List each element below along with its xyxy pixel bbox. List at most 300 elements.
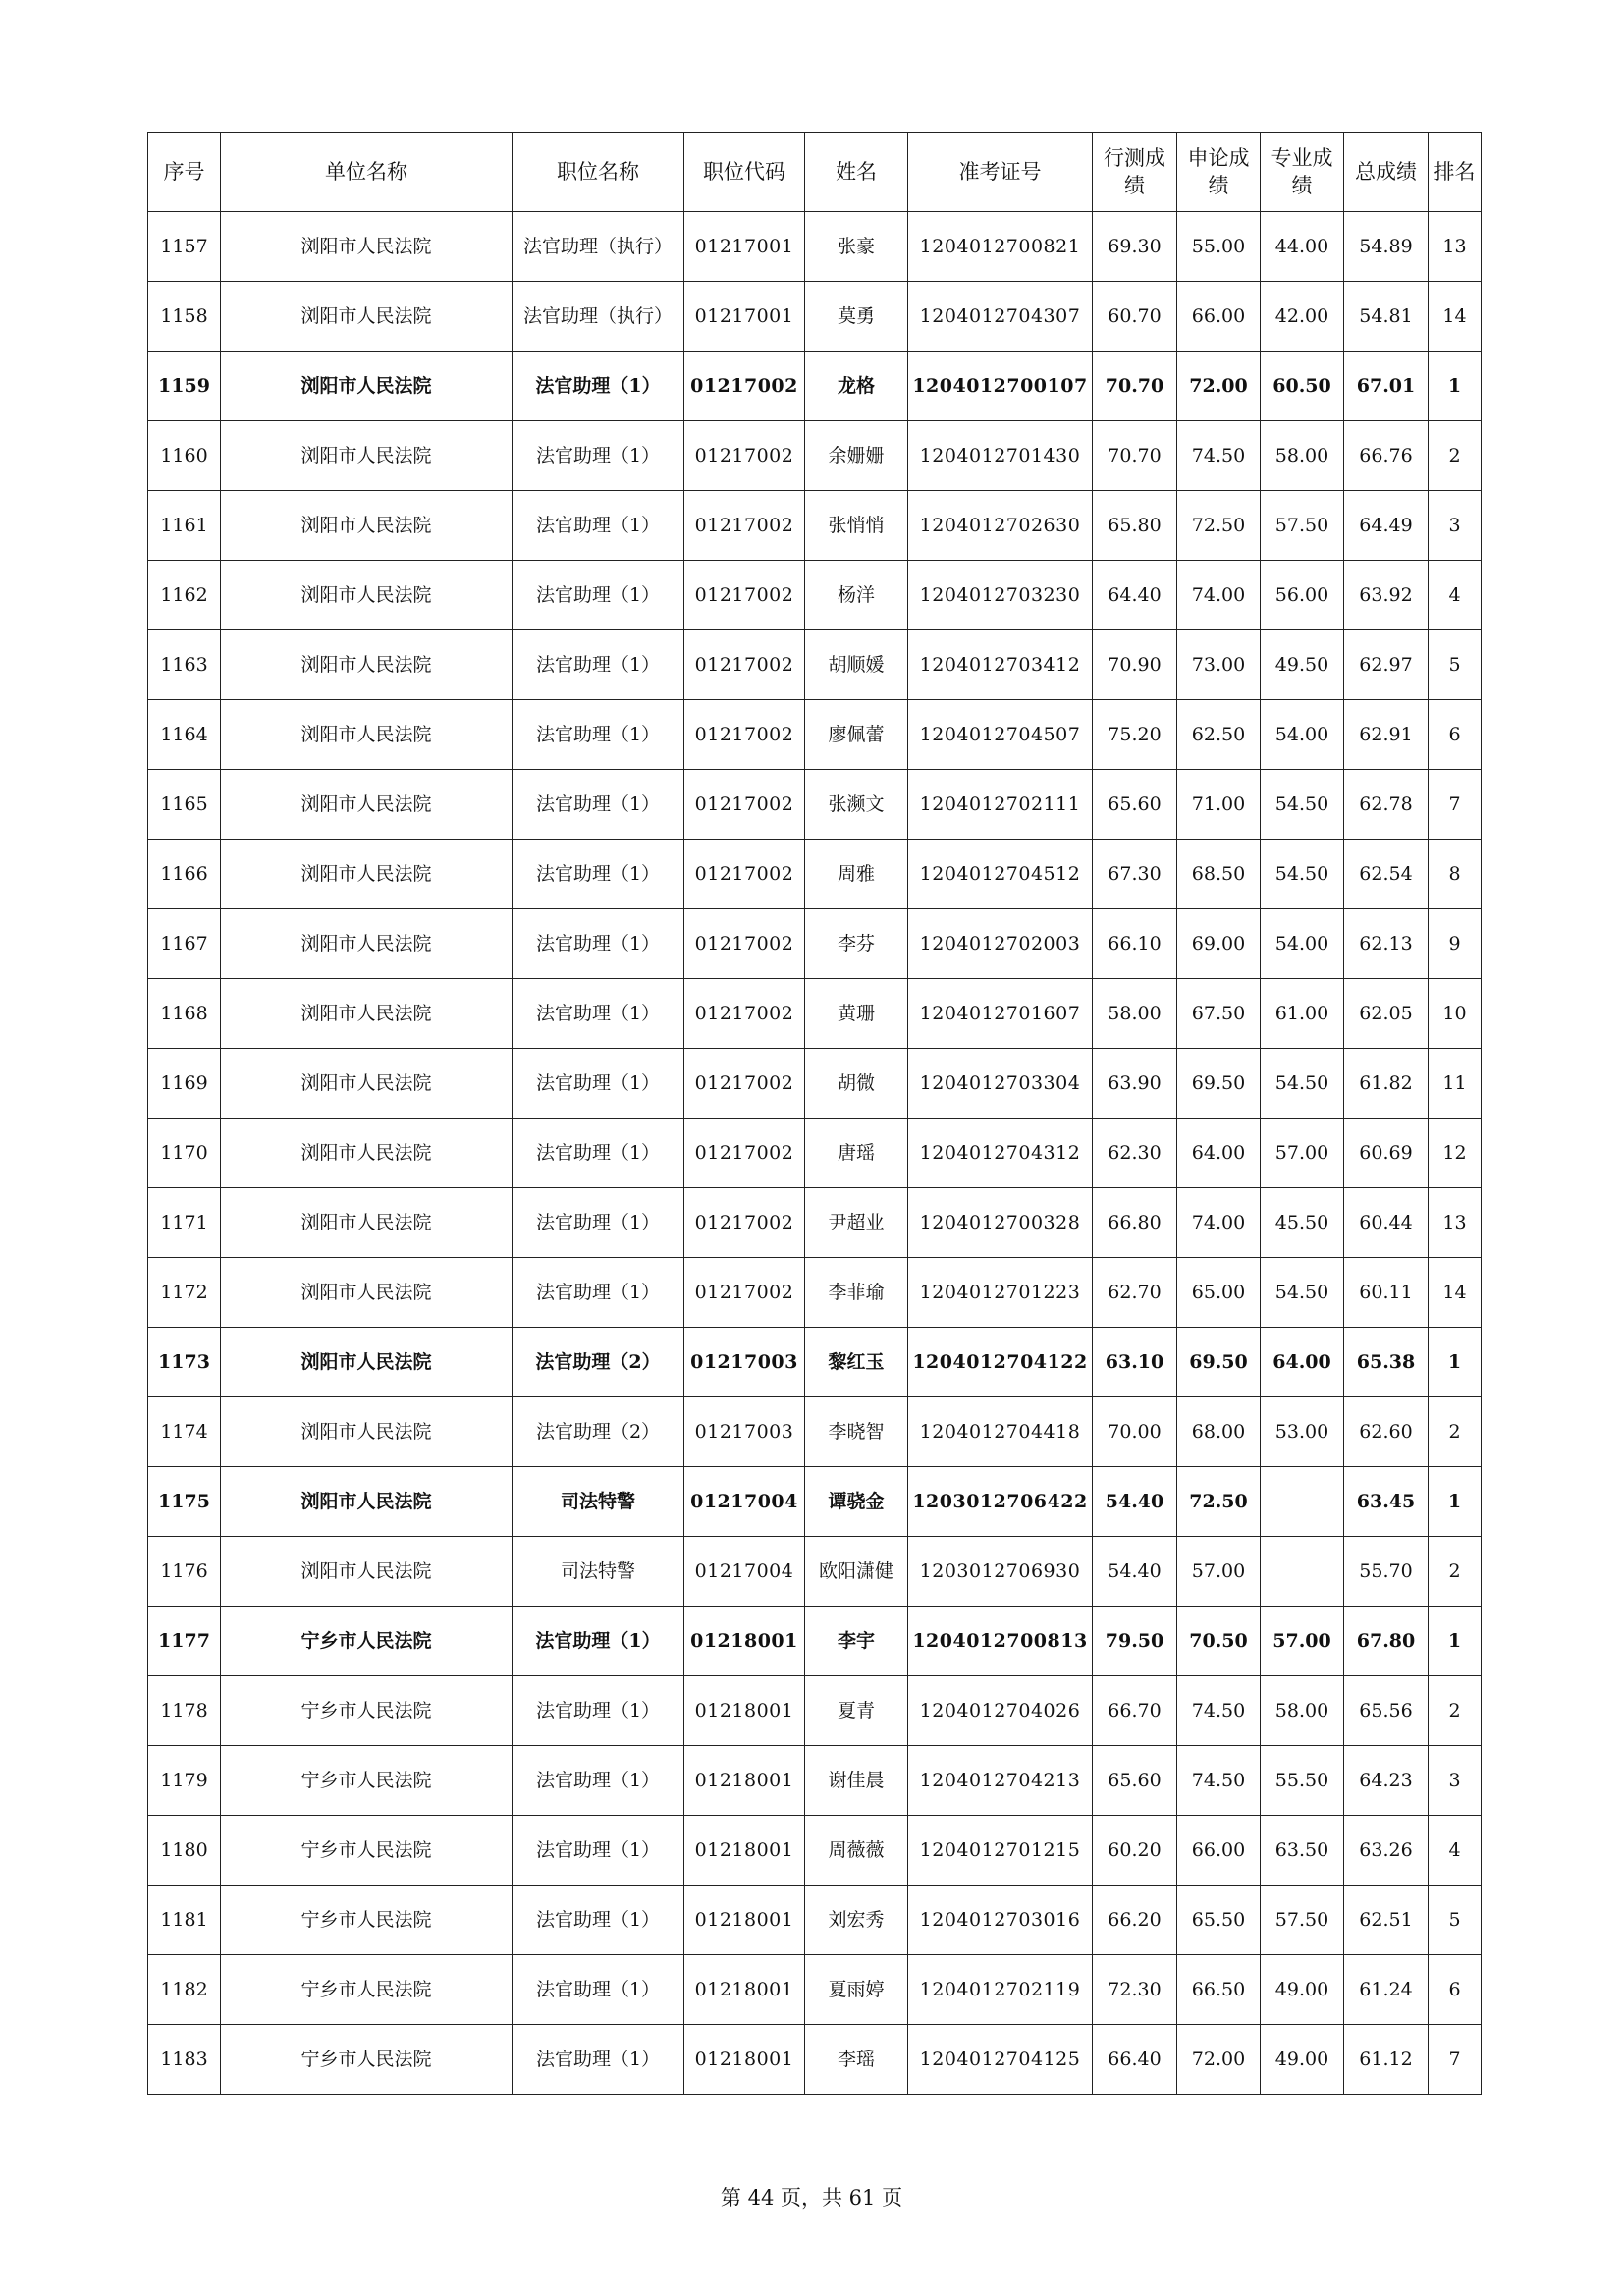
cell-total: 54.89 bbox=[1344, 212, 1429, 282]
cell-unit: 浏阳市人民法院 bbox=[221, 491, 513, 561]
score-table bbox=[147, 132, 1482, 2095]
cell-shenlun: 67.50 bbox=[1177, 979, 1261, 1049]
cell-xingce: 66.10 bbox=[1093, 909, 1177, 979]
cell-ticket: 1203012706422 bbox=[908, 1467, 1093, 1537]
cell-name: 李芬 bbox=[805, 909, 908, 979]
cell-rank: 2 bbox=[1429, 1537, 1482, 1607]
cell-total: 65.56 bbox=[1344, 1676, 1429, 1746]
cell-rank: 13 bbox=[1429, 1188, 1482, 1258]
cell-code: 01217002 bbox=[684, 1258, 805, 1328]
cell-name: 李宇 bbox=[805, 1607, 908, 1676]
cell-ticket: 1204012704125 bbox=[908, 2025, 1093, 2095]
cell-unit: 浏阳市人民法院 bbox=[221, 282, 513, 352]
cell-unit: 宁乡市人民法院 bbox=[221, 2025, 513, 2095]
cell-no: 1175 bbox=[148, 1467, 221, 1537]
cell-xingce: 79.50 bbox=[1093, 1607, 1177, 1676]
cell-total: 64.23 bbox=[1344, 1746, 1429, 1816]
cell-name: 李菲瑜 bbox=[805, 1258, 908, 1328]
cell-unit: 浏阳市人民法院 bbox=[221, 630, 513, 700]
header-no: 序号 bbox=[148, 133, 221, 212]
cell-ticket: 1204012703304 bbox=[908, 1049, 1093, 1119]
table-row bbox=[148, 1676, 1482, 1746]
cell-unit: 浏阳市人民法院 bbox=[221, 770, 513, 840]
cell-position: 法官助理（1） bbox=[513, 630, 684, 700]
cell-ticket: 1204012701215 bbox=[908, 1816, 1093, 1886]
table-row bbox=[148, 352, 1482, 421]
cell-shenlun: 72.50 bbox=[1177, 491, 1261, 561]
cell-rank: 1 bbox=[1429, 1467, 1482, 1537]
cell-code: 01217004 bbox=[684, 1537, 805, 1607]
cell-name: 刘宏秀 bbox=[805, 1886, 908, 1955]
cell-zhuanye: 57.00 bbox=[1261, 1119, 1344, 1188]
cell-no: 1183 bbox=[148, 2025, 221, 2095]
cell-ticket: 1204012704312 bbox=[908, 1119, 1093, 1188]
cell-unit: 浏阳市人民法院 bbox=[221, 1328, 513, 1397]
cell-no: 1161 bbox=[148, 491, 221, 561]
cell-unit: 浏阳市人民法院 bbox=[221, 561, 513, 630]
cell-shenlun: 72.00 bbox=[1177, 2025, 1261, 2095]
cell-position: 法官助理（1） bbox=[513, 561, 684, 630]
cell-shenlun: 66.50 bbox=[1177, 1955, 1261, 2025]
cell-zhuanye: 57.00 bbox=[1261, 1607, 1344, 1676]
cell-code: 01217002 bbox=[684, 561, 805, 630]
cell-rank: 3 bbox=[1429, 1746, 1482, 1816]
cell-shenlun: 68.00 bbox=[1177, 1397, 1261, 1467]
cell-zhuanye bbox=[1261, 1467, 1344, 1537]
cell-position: 法官助理（执行） bbox=[513, 282, 684, 352]
cell-xingce: 75.20 bbox=[1093, 700, 1177, 770]
cell-ticket: 1204012701430 bbox=[908, 421, 1093, 491]
table-row bbox=[148, 1746, 1482, 1816]
cell-zhuanye: 49.50 bbox=[1261, 630, 1344, 700]
cell-position: 法官助理（执行） bbox=[513, 212, 684, 282]
cell-xingce: 62.30 bbox=[1093, 1119, 1177, 1188]
table-row bbox=[148, 1537, 1482, 1607]
header-shenlun: 申论成绩 bbox=[1177, 133, 1261, 212]
cell-rank: 12 bbox=[1429, 1119, 1482, 1188]
cell-xingce: 65.60 bbox=[1093, 1746, 1177, 1816]
cell-position: 法官助理（2） bbox=[513, 1397, 684, 1467]
cell-ticket: 1204012702003 bbox=[908, 909, 1093, 979]
cell-xingce: 65.60 bbox=[1093, 770, 1177, 840]
cell-total: 63.45 bbox=[1344, 1467, 1429, 1537]
cell-name: 黄珊 bbox=[805, 979, 908, 1049]
cell-zhuanye: 61.00 bbox=[1261, 979, 1344, 1049]
cell-xingce: 66.70 bbox=[1093, 1676, 1177, 1746]
table-row bbox=[148, 1397, 1482, 1467]
cell-xingce: 58.00 bbox=[1093, 979, 1177, 1049]
cell-zhuanye: 63.50 bbox=[1261, 1816, 1344, 1886]
cell-rank: 4 bbox=[1429, 561, 1482, 630]
cell-zhuanye: 58.00 bbox=[1261, 1676, 1344, 1746]
cell-no: 1164 bbox=[148, 700, 221, 770]
cell-unit: 浏阳市人民法院 bbox=[221, 1049, 513, 1119]
cell-total: 63.92 bbox=[1344, 561, 1429, 630]
cell-unit: 浏阳市人民法院 bbox=[221, 700, 513, 770]
cell-no: 1180 bbox=[148, 1816, 221, 1886]
cell-shenlun: 74.50 bbox=[1177, 421, 1261, 491]
cell-code: 01217002 bbox=[684, 421, 805, 491]
cell-ticket: 1204012700821 bbox=[908, 212, 1093, 282]
cell-ticket: 1204012700107 bbox=[908, 352, 1093, 421]
cell-code: 01217002 bbox=[684, 840, 805, 909]
cell-shenlun: 72.00 bbox=[1177, 352, 1261, 421]
cell-unit: 宁乡市人民法院 bbox=[221, 1607, 513, 1676]
cell-no: 1163 bbox=[148, 630, 221, 700]
cell-name: 夏雨婷 bbox=[805, 1955, 908, 2025]
cell-shenlun: 69.50 bbox=[1177, 1328, 1261, 1397]
cell-no: 1168 bbox=[148, 979, 221, 1049]
cell-code: 01218001 bbox=[684, 1607, 805, 1676]
cell-name: 尹超业 bbox=[805, 1188, 908, 1258]
cell-ticket: 1204012704122 bbox=[908, 1328, 1093, 1397]
cell-position: 法官助理（1） bbox=[513, 1049, 684, 1119]
cell-rank: 6 bbox=[1429, 1955, 1482, 2025]
cell-total: 60.44 bbox=[1344, 1188, 1429, 1258]
cell-total: 64.49 bbox=[1344, 491, 1429, 561]
cell-total: 67.80 bbox=[1344, 1607, 1429, 1676]
table-row bbox=[148, 630, 1482, 700]
cell-total: 61.82 bbox=[1344, 1049, 1429, 1119]
cell-position: 法官助理（1） bbox=[513, 770, 684, 840]
cell-zhuanye bbox=[1261, 1537, 1344, 1607]
table-row bbox=[148, 1328, 1482, 1397]
cell-code: 01217001 bbox=[684, 212, 805, 282]
cell-xingce: 60.20 bbox=[1093, 1816, 1177, 1886]
cell-code: 01218001 bbox=[684, 1676, 805, 1746]
cell-position: 法官助理（1） bbox=[513, 491, 684, 561]
cell-zhuanye: 54.00 bbox=[1261, 909, 1344, 979]
cell-ticket: 1204012701223 bbox=[908, 1258, 1093, 1328]
cell-xingce: 66.40 bbox=[1093, 2025, 1177, 2095]
cell-ticket: 1204012703230 bbox=[908, 561, 1093, 630]
header-xingce: 行测成绩 bbox=[1093, 133, 1177, 212]
cell-shenlun: 73.00 bbox=[1177, 630, 1261, 700]
cell-unit: 浏阳市人民法院 bbox=[221, 1537, 513, 1607]
cell-zhuanye: 54.50 bbox=[1261, 1258, 1344, 1328]
cell-xingce: 70.70 bbox=[1093, 421, 1177, 491]
cell-name: 谭骁金 bbox=[805, 1467, 908, 1537]
cell-xingce: 62.70 bbox=[1093, 1258, 1177, 1328]
header-position: 职位名称 bbox=[513, 133, 684, 212]
cell-code: 01218001 bbox=[684, 1746, 805, 1816]
cell-total: 62.05 bbox=[1344, 979, 1429, 1049]
table-row bbox=[148, 212, 1482, 282]
cell-xingce: 54.40 bbox=[1093, 1467, 1177, 1537]
cell-unit: 宁乡市人民法院 bbox=[221, 1886, 513, 1955]
cell-name: 欧阳潇健 bbox=[805, 1537, 908, 1607]
cell-shenlun: 66.00 bbox=[1177, 1816, 1261, 1886]
cell-rank: 10 bbox=[1429, 979, 1482, 1049]
cell-zhuanye: 49.00 bbox=[1261, 1955, 1344, 2025]
cell-shenlun: 57.00 bbox=[1177, 1537, 1261, 1607]
cell-shenlun: 68.50 bbox=[1177, 840, 1261, 909]
cell-zhuanye: 54.50 bbox=[1261, 840, 1344, 909]
table-row bbox=[148, 1886, 1482, 1955]
cell-name: 唐瑶 bbox=[805, 1119, 908, 1188]
cell-no: 1179 bbox=[148, 1746, 221, 1816]
page-number: 第 44 页，共 61 页 bbox=[720, 2186, 903, 2210]
cell-position: 司法特警 bbox=[513, 1537, 684, 1607]
cell-no: 1181 bbox=[148, 1886, 221, 1955]
cell-code: 01217002 bbox=[684, 979, 805, 1049]
cell-unit: 浏阳市人民法院 bbox=[221, 979, 513, 1049]
cell-unit: 浏阳市人民法院 bbox=[221, 1119, 513, 1188]
cell-ticket: 1204012700328 bbox=[908, 1188, 1093, 1258]
cell-rank: 11 bbox=[1429, 1049, 1482, 1119]
cell-zhuanye: 54.00 bbox=[1261, 700, 1344, 770]
header-row bbox=[148, 133, 1482, 212]
cell-shenlun: 66.00 bbox=[1177, 282, 1261, 352]
cell-rank: 8 bbox=[1429, 840, 1482, 909]
cell-name: 谢佳晨 bbox=[805, 1746, 908, 1816]
cell-zhuanye: 45.50 bbox=[1261, 1188, 1344, 1258]
cell-shenlun: 74.00 bbox=[1177, 561, 1261, 630]
table-body bbox=[148, 212, 1482, 2095]
cell-rank: 1 bbox=[1429, 1607, 1482, 1676]
cell-code: 01218001 bbox=[684, 1886, 805, 1955]
cell-zhuanye: 56.00 bbox=[1261, 561, 1344, 630]
cell-total: 62.13 bbox=[1344, 909, 1429, 979]
table-row bbox=[148, 2025, 1482, 2095]
cell-code: 01218001 bbox=[684, 1955, 805, 2025]
cell-code: 01217001 bbox=[684, 282, 805, 352]
cell-rank: 7 bbox=[1429, 770, 1482, 840]
cell-rank: 5 bbox=[1429, 630, 1482, 700]
cell-total: 60.69 bbox=[1344, 1119, 1429, 1188]
table-row bbox=[148, 1188, 1482, 1258]
cell-no: 1167 bbox=[148, 909, 221, 979]
cell-total: 61.24 bbox=[1344, 1955, 1429, 2025]
cell-position: 法官助理（1） bbox=[513, 1886, 684, 1955]
cell-rank: 13 bbox=[1429, 212, 1482, 282]
cell-unit: 宁乡市人民法院 bbox=[221, 1816, 513, 1886]
cell-unit: 浏阳市人民法院 bbox=[221, 352, 513, 421]
cell-ticket: 1204012703412 bbox=[908, 630, 1093, 700]
cell-no: 1158 bbox=[148, 282, 221, 352]
cell-position: 法官助理（1） bbox=[513, 1119, 684, 1188]
table-row bbox=[148, 561, 1482, 630]
cell-ticket: 1204012704213 bbox=[908, 1746, 1093, 1816]
cell-rank: 1 bbox=[1429, 1328, 1482, 1397]
cell-no: 1162 bbox=[148, 561, 221, 630]
cell-zhuanye: 57.50 bbox=[1261, 1886, 1344, 1955]
cell-xingce: 60.70 bbox=[1093, 282, 1177, 352]
cell-zhuanye: 44.00 bbox=[1261, 212, 1344, 282]
cell-unit: 宁乡市人民法院 bbox=[221, 1746, 513, 1816]
cell-unit: 宁乡市人民法院 bbox=[221, 1955, 513, 2025]
cell-code: 01217004 bbox=[684, 1467, 805, 1537]
header-name: 姓名 bbox=[805, 133, 908, 212]
cell-code: 01217002 bbox=[684, 909, 805, 979]
cell-position: 法官助理（1） bbox=[513, 352, 684, 421]
cell-position: 法官助理（1） bbox=[513, 2025, 684, 2095]
cell-total: 62.60 bbox=[1344, 1397, 1429, 1467]
cell-unit: 浏阳市人民法院 bbox=[221, 1397, 513, 1467]
table-row bbox=[148, 491, 1482, 561]
cell-no: 1166 bbox=[148, 840, 221, 909]
cell-name: 黎红玉 bbox=[805, 1328, 908, 1397]
cell-code: 01217002 bbox=[684, 700, 805, 770]
cell-ticket: 1204012702111 bbox=[908, 770, 1093, 840]
table-row bbox=[148, 700, 1482, 770]
cell-name: 周薇薇 bbox=[805, 1816, 908, 1886]
cell-ticket: 1204012704507 bbox=[908, 700, 1093, 770]
cell-zhuanye: 58.00 bbox=[1261, 421, 1344, 491]
cell-xingce: 72.30 bbox=[1093, 1955, 1177, 2025]
cell-xingce: 70.70 bbox=[1093, 352, 1177, 421]
cell-total: 65.38 bbox=[1344, 1328, 1429, 1397]
cell-no: 1171 bbox=[148, 1188, 221, 1258]
cell-ticket: 1204012704418 bbox=[908, 1397, 1093, 1467]
cell-ticket: 1203012706930 bbox=[908, 1537, 1093, 1607]
cell-zhuanye: 49.00 bbox=[1261, 2025, 1344, 2095]
cell-total: 62.54 bbox=[1344, 840, 1429, 909]
cell-rank: 2 bbox=[1429, 1676, 1482, 1746]
cell-unit: 浏阳市人民法院 bbox=[221, 1188, 513, 1258]
cell-rank: 14 bbox=[1429, 282, 1482, 352]
cell-xingce: 70.00 bbox=[1093, 1397, 1177, 1467]
cell-rank: 6 bbox=[1429, 700, 1482, 770]
cell-position: 法官助理（1） bbox=[513, 1676, 684, 1746]
cell-total: 62.91 bbox=[1344, 700, 1429, 770]
cell-code: 01218001 bbox=[684, 1816, 805, 1886]
cell-name: 余姗姗 bbox=[805, 421, 908, 491]
cell-position: 法官助理（1） bbox=[513, 1188, 684, 1258]
cell-position: 法官助理（1） bbox=[513, 1607, 684, 1676]
cell-xingce: 54.40 bbox=[1093, 1537, 1177, 1607]
cell-code: 01217002 bbox=[684, 1049, 805, 1119]
cell-position: 法官助理（1） bbox=[513, 1258, 684, 1328]
cell-no: 1173 bbox=[148, 1328, 221, 1397]
cell-shenlun: 55.00 bbox=[1177, 212, 1261, 282]
cell-no: 1170 bbox=[148, 1119, 221, 1188]
cell-unit: 宁乡市人民法院 bbox=[221, 1676, 513, 1746]
cell-zhuanye: 53.00 bbox=[1261, 1397, 1344, 1467]
cell-shenlun: 71.00 bbox=[1177, 770, 1261, 840]
cell-xingce: 66.20 bbox=[1093, 1886, 1177, 1955]
cell-zhuanye: 54.50 bbox=[1261, 1049, 1344, 1119]
cell-total: 61.12 bbox=[1344, 2025, 1429, 2095]
cell-no: 1159 bbox=[148, 352, 221, 421]
cell-ticket: 1204012700813 bbox=[908, 1607, 1093, 1676]
cell-total: 62.51 bbox=[1344, 1886, 1429, 1955]
cell-name: 周雅 bbox=[805, 840, 908, 909]
cell-zhuanye: 54.50 bbox=[1261, 770, 1344, 840]
cell-name: 李晓智 bbox=[805, 1397, 908, 1467]
cell-name: 莫勇 bbox=[805, 282, 908, 352]
cell-no: 1178 bbox=[148, 1676, 221, 1746]
cell-rank: 14 bbox=[1429, 1258, 1482, 1328]
table-row bbox=[148, 1955, 1482, 2025]
table-row bbox=[148, 421, 1482, 491]
cell-shenlun: 65.50 bbox=[1177, 1886, 1261, 1955]
cell-total: 60.11 bbox=[1344, 1258, 1429, 1328]
cell-zhuanye: 60.50 bbox=[1261, 352, 1344, 421]
cell-ticket: 1204012704026 bbox=[908, 1676, 1093, 1746]
cell-ticket: 1204012702119 bbox=[908, 1955, 1093, 2025]
cell-xingce: 67.30 bbox=[1093, 840, 1177, 909]
cell-no: 1169 bbox=[148, 1049, 221, 1119]
cell-name: 李瑶 bbox=[805, 2025, 908, 2095]
cell-shenlun: 74.50 bbox=[1177, 1676, 1261, 1746]
cell-no: 1157 bbox=[148, 212, 221, 282]
cell-rank: 2 bbox=[1429, 1397, 1482, 1467]
cell-unit: 浏阳市人民法院 bbox=[221, 909, 513, 979]
cell-position: 法官助理（1） bbox=[513, 840, 684, 909]
cell-xingce: 65.80 bbox=[1093, 491, 1177, 561]
cell-unit: 浏阳市人民法院 bbox=[221, 1467, 513, 1537]
cell-name: 廖佩蕾 bbox=[805, 700, 908, 770]
cell-position: 司法特警 bbox=[513, 1467, 684, 1537]
cell-total: 67.01 bbox=[1344, 352, 1429, 421]
cell-rank: 7 bbox=[1429, 2025, 1482, 2095]
cell-shenlun: 62.50 bbox=[1177, 700, 1261, 770]
cell-position: 法官助理（1） bbox=[513, 1816, 684, 1886]
header-zhuanye: 专业成绩 bbox=[1261, 133, 1344, 212]
cell-shenlun: 70.50 bbox=[1177, 1607, 1261, 1676]
cell-position: 法官助理（1） bbox=[513, 1746, 684, 1816]
cell-total: 55.70 bbox=[1344, 1537, 1429, 1607]
cell-name: 龙格 bbox=[805, 352, 908, 421]
cell-no: 1177 bbox=[148, 1607, 221, 1676]
table-row bbox=[148, 1467, 1482, 1537]
cell-total: 54.81 bbox=[1344, 282, 1429, 352]
header-ticket: 准考证号 bbox=[908, 133, 1093, 212]
cell-code: 01217002 bbox=[684, 352, 805, 421]
cell-code: 01217002 bbox=[684, 770, 805, 840]
cell-code: 01217002 bbox=[684, 630, 805, 700]
table-row bbox=[148, 282, 1482, 352]
cell-shenlun: 65.00 bbox=[1177, 1258, 1261, 1328]
table-row bbox=[148, 979, 1482, 1049]
cell-position: 法官助理（2） bbox=[513, 1328, 684, 1397]
cell-name: 张豪 bbox=[805, 212, 908, 282]
table-row bbox=[148, 1816, 1482, 1886]
cell-xingce: 69.30 bbox=[1093, 212, 1177, 282]
cell-xingce: 63.10 bbox=[1093, 1328, 1177, 1397]
cell-name: 胡微 bbox=[805, 1049, 908, 1119]
cell-rank: 9 bbox=[1429, 909, 1482, 979]
cell-position: 法官助理（1） bbox=[513, 979, 684, 1049]
cell-no: 1160 bbox=[148, 421, 221, 491]
cell-code: 01217003 bbox=[684, 1397, 805, 1467]
cell-name: 杨洋 bbox=[805, 561, 908, 630]
cell-position: 法官助理（1） bbox=[513, 700, 684, 770]
cell-shenlun: 74.50 bbox=[1177, 1746, 1261, 1816]
cell-rank: 4 bbox=[1429, 1816, 1482, 1886]
cell-zhuanye: 57.50 bbox=[1261, 491, 1344, 561]
cell-no: 1176 bbox=[148, 1537, 221, 1607]
table-row bbox=[148, 1049, 1482, 1119]
cell-shenlun: 64.00 bbox=[1177, 1119, 1261, 1188]
cell-total: 66.76 bbox=[1344, 421, 1429, 491]
cell-shenlun: 72.50 bbox=[1177, 1467, 1261, 1537]
cell-name: 张濒文 bbox=[805, 770, 908, 840]
cell-rank: 5 bbox=[1429, 1886, 1482, 1955]
cell-unit: 浏阳市人民法院 bbox=[221, 421, 513, 491]
cell-xingce: 70.90 bbox=[1093, 630, 1177, 700]
cell-position: 法官助理（1） bbox=[513, 1955, 684, 2025]
cell-zhuanye: 55.50 bbox=[1261, 1746, 1344, 1816]
cell-shenlun: 74.00 bbox=[1177, 1188, 1261, 1258]
cell-ticket: 1204012701607 bbox=[908, 979, 1093, 1049]
header-unit: 单位名称 bbox=[221, 133, 513, 212]
header-code: 职位代码 bbox=[684, 133, 805, 212]
cell-shenlun: 69.00 bbox=[1177, 909, 1261, 979]
cell-name: 夏青 bbox=[805, 1676, 908, 1746]
cell-no: 1172 bbox=[148, 1258, 221, 1328]
